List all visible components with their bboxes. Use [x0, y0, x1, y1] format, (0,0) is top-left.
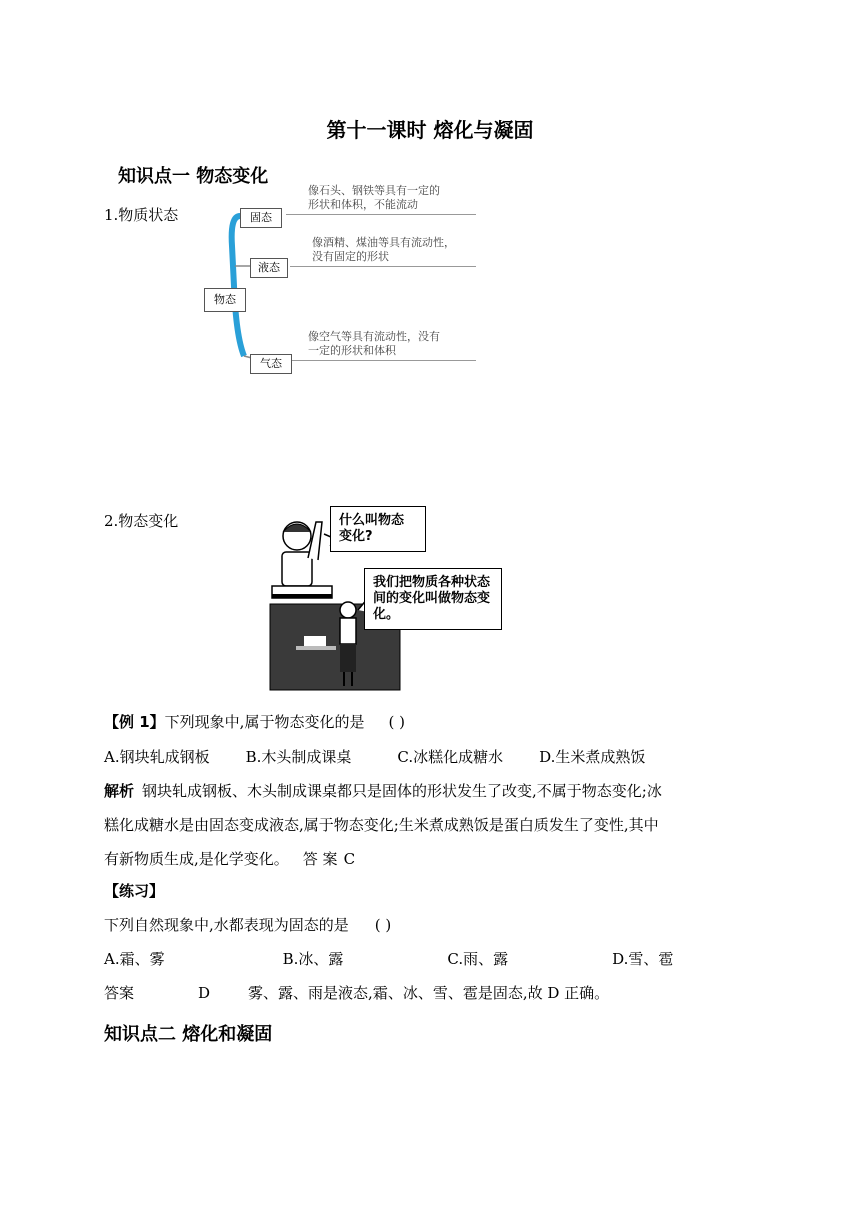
mindmap-gas-node: 气态 [250, 354, 292, 374]
example1-options [104, 746, 645, 767]
example1-answer-label: 答 案 [302, 850, 338, 868]
example1-analysis-3: 有新物质生成,是化学变化。 [104, 850, 289, 868]
practice-explanation: 雾、露、雨是液态,霜、冰、雪、雹是固态,故 D 正确。 [248, 984, 610, 1002]
question-bubble-line-1: 什么叫物态 [339, 513, 405, 528]
example1-analysis-2: 糕化成糖水是由固态变成液态,属于物态变化;生米煮成熟饭是蛋白质发生了变性,其中 [104, 816, 659, 834]
mindmap-center: 物态 [204, 288, 246, 312]
mindmap-solid-rule [286, 214, 476, 215]
answer-bubble-line-2: 间的变化叫做物态变 [373, 591, 491, 606]
mindmap-liquid-node: 液态 [250, 258, 288, 278]
practice-question: 下列自然现象中,水都表现为固态的是 [104, 916, 349, 934]
sub-heading-states: 1.物质状态 [104, 206, 179, 224]
example1-question-line [104, 711, 405, 732]
section2-heading: 知识点二 熔化和凝固 [104, 1024, 273, 1045]
section1-heading: 知识点一 物态变化 [118, 166, 269, 187]
mindmap-gas-rule [292, 360, 476, 361]
example1-analysis-line-1 [104, 780, 662, 801]
example1-analysis-1: 钢块轧成钢板、木头制成课桌都只是固体的形状发生了改变,不属于物态变化;冰 [142, 782, 662, 800]
mindmap-liquid-rule [290, 266, 476, 267]
mindmap-gas-desc-2: 一定的形状和体积 [308, 344, 396, 357]
practice-option-d: D.雪、雹 [612, 950, 674, 968]
example1-option-c: C.冰糕化成糖水 [397, 748, 504, 766]
practice-option-b: B.冰、露 [282, 950, 344, 968]
mindmap-liquid-desc-1: 像酒精、煤油等具有流动性， [312, 236, 455, 249]
practice-answer: D [198, 984, 211, 1002]
mindmap-liquid-desc-2: 没有固定的形状 [312, 250, 389, 263]
example1-analysis-label: 解析 [104, 782, 135, 800]
practice-options [104, 948, 673, 969]
practice-paren: ( ) [374, 916, 392, 934]
mindmap-solid-desc-1: 像石头、钢铁等具有一定的 [308, 184, 440, 197]
question-bubble [330, 506, 426, 552]
example1-option-b: B.木头制成课桌 [245, 748, 352, 766]
practice-answer-label: 答案 [104, 984, 135, 1002]
practice-answer-line [104, 982, 609, 1003]
sub-heading-changes: 2.物态变化 [104, 512, 179, 530]
practice-tag: 【练习】 [104, 882, 165, 900]
example1-option-d: D.生米煮成熟饭 [539, 748, 646, 766]
question-bubble-line-2: 变化? [339, 529, 373, 544]
practice-option-a: A.霜、雾 [104, 950, 165, 968]
answer-bubble-line-3: 化。 [373, 607, 400, 622]
mindmap-gas-desc-1: 像空气等具有流动性，没有 [308, 330, 440, 343]
example1-question: 下列现象中,属于物态变化的是 [164, 713, 365, 731]
example1-answer: C [343, 850, 356, 868]
mindmap-solid-node: 固态 [240, 208, 282, 228]
page-title: 第十一课时 熔化与凝固 [326, 118, 534, 142]
example1-analysis-line-3 [104, 848, 355, 869]
example1-option-a: A.钢块轧成钢板 [104, 748, 210, 766]
mindmap-solid-desc-2: 形状和体积，不能流动 [308, 198, 418, 211]
classroom-illustration [268, 502, 508, 692]
answer-bubble [364, 568, 502, 630]
states-mindmap [200, 186, 480, 376]
example1-paren: ( ) [388, 713, 405, 731]
practice-question-line [104, 914, 391, 935]
answer-bubble-line-1: 我们把物质各种状态 [373, 575, 491, 590]
practice-option-c: C.雨、露 [447, 950, 509, 968]
example1-tag: 【例 1】 [104, 713, 165, 731]
